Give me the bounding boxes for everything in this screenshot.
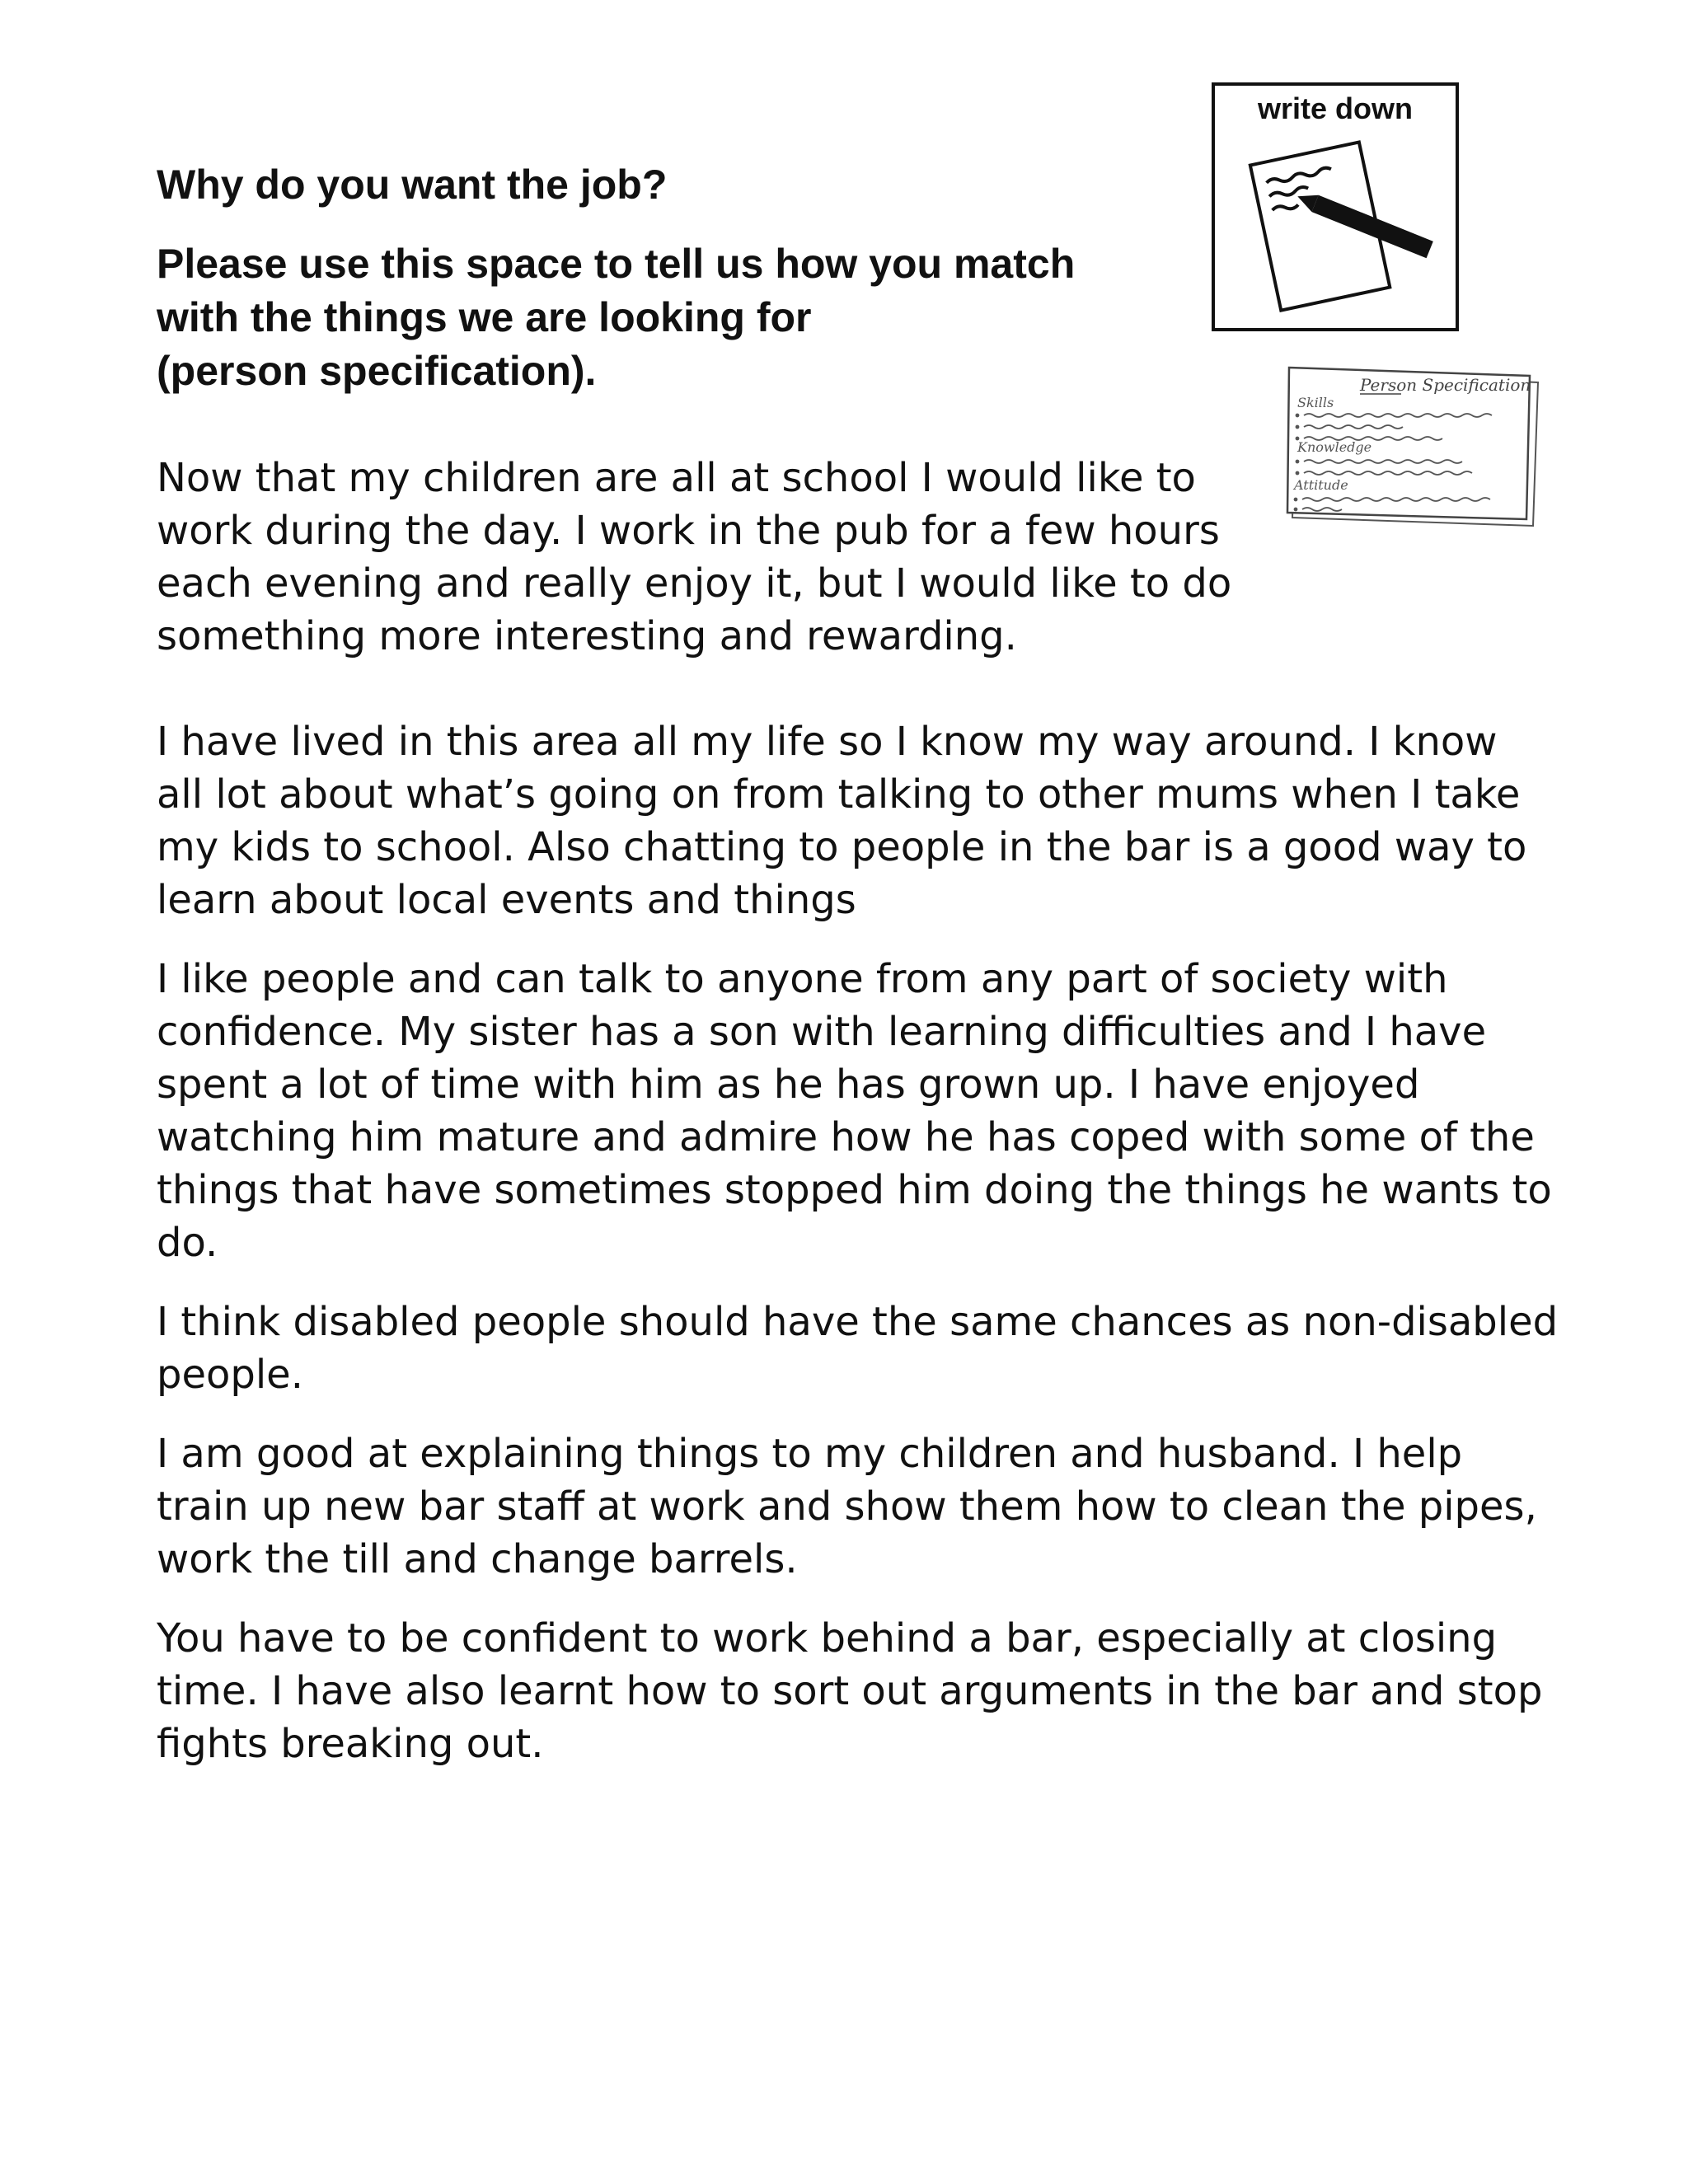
instruction-heading: Please use this space to tell us how you match with the things we are looking for (person specification). bbox=[157, 241, 1076, 394]
spec-section-skills: Skills bbox=[1297, 395, 1334, 410]
paragraph: I am good at explaining things to my children and husband. I help train up new bar staff at work and show them how to clean the pipes, work the till and change barrels. bbox=[157, 1431, 1537, 1582]
paragraph: Now that my children are all at school I would like to work during the day. I work in the pub for a few hours each evening and really enjoy it, but I would like to do something more interesting and rewarding. bbox=[157, 455, 1232, 659]
paragraph: I like people and can talk to anyone from any part of society with confidence. My sister has a son with learning difficulties and I have spent a lot of time with him as he has grown up. I have enjoyed watching him mature and admire how he has coped with some of the things that have sometimes stopped him doing the things he wants to do. bbox=[157, 956, 1552, 1266]
spec-section-knowledge: Knowledge bbox=[1297, 439, 1372, 455]
spec-section-attitude: Attitude bbox=[1294, 477, 1348, 493]
paragraph: You have to be confident to work behind a bar, especially at closing time. I have also learnt how to sort out arguments in the bar and stop fights breaking out. bbox=[157, 1615, 1543, 1767]
question-heading: Why do you want the job? bbox=[157, 162, 668, 208]
paragraph: I think disabled people should have the same chances as non-disabled people. bbox=[157, 1299, 1559, 1398]
paper-and-pen-icon bbox=[1231, 135, 1446, 316]
write-down-label: write down bbox=[1258, 91, 1413, 125]
person-specification-sheet-icon bbox=[1286, 364, 1550, 537]
spec-sheet-title: Person Specification bbox=[1360, 375, 1531, 395]
paragraph: I have lived in this area all my life so I know my way around. I know all lot about what’s going on from talking to other mums when I take my kids to school. Also chatting to people in the bar is a good way to learn about local events and things bbox=[157, 719, 1527, 923]
write-down-pictogram bbox=[1212, 82, 1459, 331]
